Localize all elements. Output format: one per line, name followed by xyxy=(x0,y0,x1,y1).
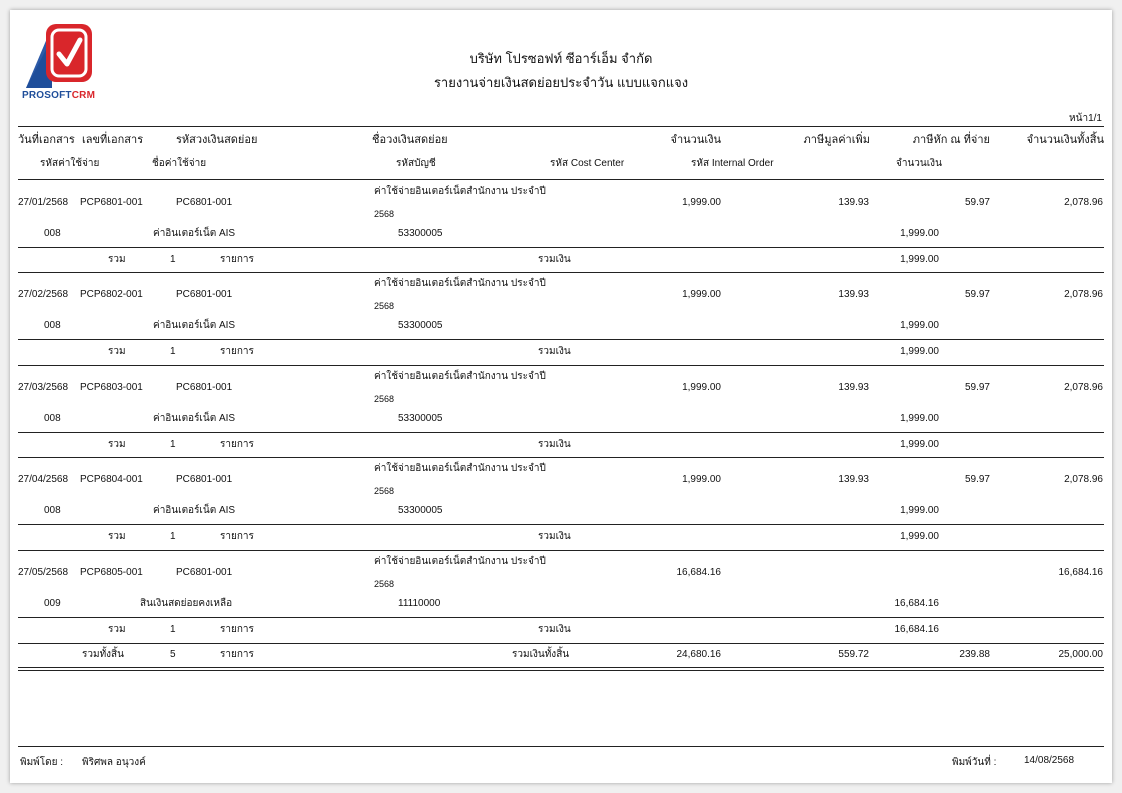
subtotal-amount: 1,999.00 xyxy=(900,346,939,357)
net-total: 2,078.96 xyxy=(1064,289,1103,300)
expense-name: สินเงินสดย่อยคงเหลือ xyxy=(140,598,233,609)
subtotal-count: 1 xyxy=(170,624,176,635)
fund-name-line2: 2568 xyxy=(374,579,395,589)
subtotal-count: 1 xyxy=(170,439,176,450)
doc-date: 27/05/2568 xyxy=(18,567,69,578)
group-end-rule xyxy=(18,643,1104,644)
amount: 1,999.00 xyxy=(682,382,721,393)
fund-name-line1: ค่าใช้จ่ายอินเตอร์เน็ตสำนักงาน ประจำปี xyxy=(374,186,546,197)
amount: 1,999.00 xyxy=(682,289,721,300)
grand-total-wht: 239.88 xyxy=(959,649,990,660)
header-account-code: รหัสบัญชี xyxy=(396,158,436,169)
net-total: 2,078.96 xyxy=(1064,474,1103,485)
subtotal-count: 1 xyxy=(170,531,176,542)
header-expense-code: รหัสค่าใช้จ่าย xyxy=(40,158,100,169)
printed-by-label: พิมพ์โดย : xyxy=(20,757,64,768)
subtotal-label: รวม xyxy=(108,254,126,265)
fund-name-line1: ค่าใช้จ่ายอินเตอร์เน็ตสำนักงาน ประจำปี xyxy=(374,556,546,567)
report-title: รายงานจ่ายเงินสดย่อยประจำวัน แบบแจกแจง xyxy=(433,75,689,90)
header-internal-order: รหัส Internal Order xyxy=(691,158,774,169)
grand-total-unit: รายการ xyxy=(220,649,254,660)
line-amount: 1,999.00 xyxy=(900,228,939,239)
page-value: 1/1 xyxy=(1088,113,1102,124)
doc-no: PCP6801-001 xyxy=(80,197,143,208)
subtotal-amount: 1,999.00 xyxy=(900,531,939,542)
grand-total-rule-1 xyxy=(18,667,1104,668)
fund-name-line2: 2568 xyxy=(374,394,395,404)
wht: 59.97 xyxy=(964,474,990,485)
subtotal-money-label: รวมเงิน xyxy=(538,254,571,265)
vat: 139.93 xyxy=(838,382,869,393)
expense-code: 008 xyxy=(44,320,61,331)
account-code: 53300005 xyxy=(398,228,443,239)
net-total: 2,078.96 xyxy=(1064,197,1103,208)
header-wht: ภาษีหัก ณ ที่จ่าย xyxy=(912,134,990,146)
grand-total-count: 5 xyxy=(170,649,176,660)
report-page xyxy=(10,10,1112,783)
expense-name: ค่าอินเตอร์เน็ต AIS xyxy=(153,505,236,516)
subtotal-unit: รายการ xyxy=(220,346,254,357)
amount: 16,684.16 xyxy=(676,567,721,578)
expense-code: 009 xyxy=(44,598,61,609)
company-name: บริษัท โปรซอฟท์ ซีอาร์เอ็ม จำกัด xyxy=(469,51,653,66)
doc-date: 27/04/2568 xyxy=(18,474,69,485)
subtotal-amount: 1,999.00 xyxy=(900,439,939,450)
subtotal-rule xyxy=(18,339,1104,340)
subtotal-label: รวม xyxy=(108,624,126,635)
subtotal-count: 1 xyxy=(170,346,176,357)
group-end-rule xyxy=(18,272,1104,273)
subtotal-rule xyxy=(18,247,1104,248)
subtotal-unit: รายการ xyxy=(220,254,254,265)
subtotal-amount: 1,999.00 xyxy=(900,254,939,265)
page-number xyxy=(1069,111,1102,126)
account-code: 11110000 xyxy=(398,598,441,609)
wht: 59.97 xyxy=(964,289,990,300)
fund-name-line2: 2568 xyxy=(374,486,395,496)
brand-name-part2: CRM xyxy=(71,90,96,101)
expense-code: 008 xyxy=(44,413,61,424)
subtotal-unit: รายการ xyxy=(220,531,254,542)
subtotal-unit: รายการ xyxy=(220,439,254,450)
doc-date: 27/02/2568 xyxy=(18,289,69,300)
doc-date: 27/03/2568 xyxy=(18,382,69,393)
subtotal-unit: รายการ xyxy=(220,624,254,635)
group-end-rule xyxy=(18,550,1104,551)
footer-rule xyxy=(18,746,1104,747)
header-bottom-rule xyxy=(18,179,1104,180)
group-end-rule xyxy=(18,457,1104,458)
grand-total-label: รวมทั้งสิ้น xyxy=(82,649,124,660)
wht: 59.97 xyxy=(964,382,990,393)
grand-total-money-label: รวมเงินทั้งสิ้น xyxy=(512,649,570,660)
expense-code: 008 xyxy=(44,228,61,239)
grand-total-rule-2 xyxy=(18,670,1104,671)
subtotal-money-label: รวมเงิน xyxy=(538,624,571,635)
amount: 1,999.00 xyxy=(682,197,721,208)
fund-code: PC6801-001 xyxy=(176,382,233,393)
account-code: 53300005 xyxy=(398,320,443,331)
wht: 59.97 xyxy=(964,197,990,208)
net-total: 2,078.96 xyxy=(1064,382,1103,393)
account-code: 53300005 xyxy=(398,413,443,424)
printed-by: พิริศพล อนุวงค์ xyxy=(82,757,146,768)
expense-code: 008 xyxy=(44,505,61,516)
subtotal-rule xyxy=(18,524,1104,525)
page-label: หน้า xyxy=(1069,113,1089,124)
fund-code: PC6801-001 xyxy=(176,289,233,300)
fund-name-line1: ค่าใช้จ่ายอินเตอร์เน็ตสำนักงาน ประจำปี xyxy=(374,371,546,382)
grand-total-vat: 559.72 xyxy=(838,649,869,660)
net-total: 16,684.16 xyxy=(1058,567,1103,578)
group-end-rule xyxy=(18,365,1104,366)
header-doc-no: เลขที่เอกสาร xyxy=(82,134,144,146)
line-amount: 16,684.16 xyxy=(894,598,939,609)
header-cost-center: รหัส Cost Center xyxy=(550,158,625,169)
fund-name-line2: 2568 xyxy=(374,209,395,219)
subtotal-money-label: รวมเงิน xyxy=(538,531,571,542)
subtotal-count: 1 xyxy=(170,254,176,265)
amount: 1,999.00 xyxy=(682,474,721,485)
subtotal-money-label: รวมเงิน xyxy=(538,346,571,357)
expense-name: ค่าอินเตอร์เน็ต AIS xyxy=(153,320,236,331)
doc-no: PCP6804-001 xyxy=(80,474,143,485)
doc-no: PCP6802-001 xyxy=(80,289,143,300)
header-net-total: จำนวนเงินทั้งสิ้น xyxy=(1026,134,1104,146)
fund-code: PC6801-001 xyxy=(176,474,233,485)
subtotal-label: รวม xyxy=(108,346,126,357)
grand-total-amount: 24,680.16 xyxy=(676,649,721,660)
vat: 139.93 xyxy=(838,197,869,208)
print-date: 14/08/2568 xyxy=(1024,755,1075,766)
header-top-rule xyxy=(18,126,1104,127)
header-line-amount: จำนวนเงิน xyxy=(896,158,942,169)
header-doc-date: วันที่เอกสาร xyxy=(18,134,75,146)
subtotal-amount: 16,684.16 xyxy=(894,624,939,635)
subtotal-rule xyxy=(18,432,1104,433)
fund-name-line1: ค่าใช้จ่ายอินเตอร์เน็ตสำนักงาน ประจำปี xyxy=(374,463,546,474)
vat: 139.93 xyxy=(838,289,869,300)
fund-code: PC6801-001 xyxy=(176,197,233,208)
subtotal-rule xyxy=(18,617,1104,618)
header-amount: จำนวนเงิน xyxy=(670,134,721,146)
grand-total-net: 25,000.00 xyxy=(1058,649,1103,660)
fund-name-line1: ค่าใช้จ่ายอินเตอร์เน็ตสำนักงาน ประจำปี xyxy=(374,278,546,289)
header-fund-code: รหัสวงเงินสดย่อย xyxy=(176,134,258,146)
expense-name: ค่าอินเตอร์เน็ต AIS xyxy=(153,413,236,424)
header-fund-name: ชื่อวงเงินสดย่อย xyxy=(372,134,448,146)
brand-name-part1: PROSOFT xyxy=(22,90,72,101)
header-vat: ภาษีมูลค่าเพิ่ม xyxy=(803,134,870,146)
print-date-label: พิมพ์วันที่ : xyxy=(952,757,997,768)
doc-no: PCP6803-001 xyxy=(80,382,143,393)
line-amount: 1,999.00 xyxy=(900,413,939,424)
line-amount: 1,999.00 xyxy=(900,320,939,331)
doc-date: 27/01/2568 xyxy=(18,197,69,208)
expense-name: ค่าอินเตอร์เน็ต AIS xyxy=(153,228,236,239)
line-amount: 1,999.00 xyxy=(900,505,939,516)
header-expense-name: ชื่อค่าใช้จ่าย xyxy=(152,158,207,169)
doc-no: PCP6805-001 xyxy=(80,567,143,578)
account-code: 53300005 xyxy=(398,505,443,516)
subtotal-money-label: รวมเงิน xyxy=(538,439,571,450)
subtotal-label: รวม xyxy=(108,439,126,450)
fund-name-line2: 2568 xyxy=(374,301,395,311)
fund-code: PC6801-001 xyxy=(176,567,233,578)
vat: 139.93 xyxy=(838,474,869,485)
subtotal-label: รวม xyxy=(108,531,126,542)
